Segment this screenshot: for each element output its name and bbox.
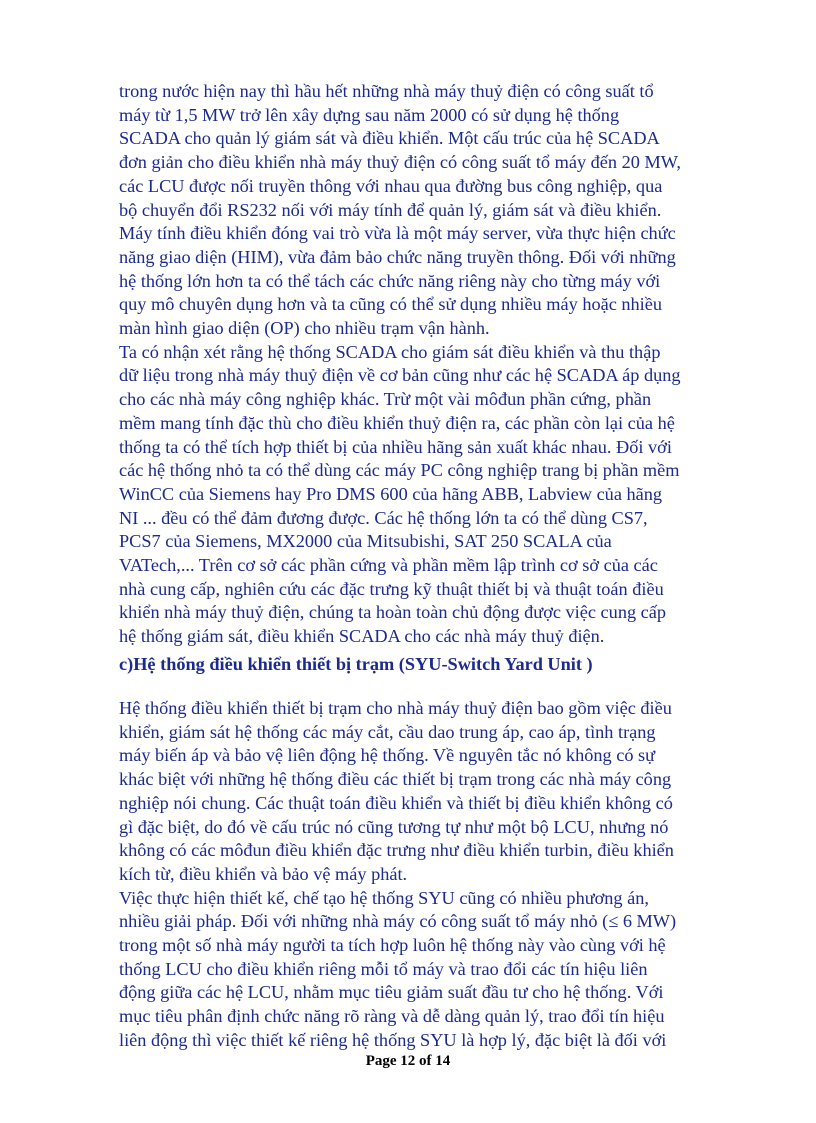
text-line: khiển nhà máy thuỷ điện, chúng ta hoàn toàn chủ động được việc cung cấp xyxy=(119,602,667,623)
text-line: thống ta có thể tích hợp thiết bị của nhiều hãng sản xuất khác nhau. Đối với xyxy=(119,436,672,457)
text-line: NI ... đều có thể đảm đương được. Các hệ thống lớn ta có thể dùng CS7, xyxy=(119,507,648,528)
text-line: bộ chuyển đổi RS232 nối với máy tính để quản lý, giám sát và điều khiển. xyxy=(119,199,662,220)
text-line: gì đặc biệt, do đó về cấu trúc nó cũng tương tự như một bộ LCU, nhưng nó xyxy=(119,816,669,837)
text-line: nhà cung cấp, nghiên cứu các đặc trưng kỹ thuật thiết bị và thuật toán điều xyxy=(119,578,664,599)
text-line: kích từ, điều khiển và bảo vệ máy phát. xyxy=(119,863,408,884)
text-line: không có các môđun điều khiển đặc trưng như điều khiển turbin, điều khiển xyxy=(119,840,674,861)
text-line: SCADA cho quản lý giám sát và điều khiển. Một cấu trúc của hệ SCADA xyxy=(119,128,660,149)
text-line: mềm mang tính đặc thù cho điều khiển thuỷ điện ra, các phần còn lại của hệ xyxy=(119,412,675,433)
text-line: năng giao diện (HIM), vừa đảm bảo chức năng truyền thông. Đối với những xyxy=(119,246,676,267)
text-line: Hệ thống điều khiển thiết bị trạm cho nhà máy thuỷ điện bao gồm việc điều xyxy=(119,698,672,718)
text-line: dữ liệu trong nhà máy thuỷ điện về cơ bản cũng như các hệ SCADA áp dụng xyxy=(119,365,681,386)
text-line: quy mô chuyên dụng hơn và ta cũng có thể sử dụng nhiều máy hoặc nhiều xyxy=(119,294,663,315)
text-line: Máy tính điều khiển đóng vai trò vừa là một máy server, vừa thực hiện chức xyxy=(119,223,676,244)
text-line: PCS7 của Siemens, MX2000 của Mitsubishi, SAT 250 SCALA của xyxy=(119,531,612,552)
text-line: nghiệp nói chung. Các thuật toán điều khiển và thiết bị điều khiển không có xyxy=(119,792,673,813)
text-line: trong nước hiện nay thì hầu hết những nhà máy thuỷ điện có công suất tổ xyxy=(119,81,654,101)
text-line: máy từ 1,5 MW trở lên xây dựng sau năm 2000 có sử dụng hệ thống xyxy=(119,104,620,125)
text-line: đơn giản cho điều khiển nhà máy thuỷ điện có công suất tổ máy đến 20 MW, xyxy=(119,152,681,173)
text-line: máy biến áp và bảo vệ liên động hệ thống. Về nguyên tắc nó không có sự xyxy=(119,745,656,766)
text-line: VATech,... Trên cơ sở các phần cứng và phần mềm lập trình cơ sở của các xyxy=(119,555,658,576)
text-line: thống LCU cho điều khiển riêng mỗi tổ máy và trao đổi các tín hiệu liên xyxy=(119,958,648,979)
text-line: Ta có nhận xét rằng hệ thống SCADA cho giám sát điều khiển và thu thập xyxy=(119,341,661,362)
body-paragraph-2 xyxy=(119,697,699,1053)
text-line: hệ thống lớn hơn ta có thể tách các chức năng riêng này cho từng máy với xyxy=(119,270,661,291)
text-line: các LCU được nối truyền thông với nhau qua đường bus công nghiệp, qua xyxy=(119,175,663,196)
text-line: liên động thì việc thiết kế riêng hệ thống SYU là hợp lý, đặc biệt là đối với xyxy=(119,1029,667,1050)
text-line: WinCC của Siemens hay Pro DMS 600 của hãng ABB, Labview của hãng xyxy=(119,483,663,504)
text-line: cho các nhà máy công nghiệp khác. Trừ một vài môđun phần cứng, phần xyxy=(119,389,652,410)
text-line: khiển, giám sát hệ thống các máy cắt, cầu dao trung áp, cao áp, tình trạng xyxy=(119,721,656,742)
text-line: động giữa các hệ LCU, nhằm mục tiêu giảm suất đầu tư cho hệ thống. Với xyxy=(119,982,664,1003)
page-number-footer: Page 12 of 14 xyxy=(365,1053,451,1069)
text-line: khác biệt với những hệ thống điều các thiết bị trạm trong các nhà máy công xyxy=(119,769,672,790)
text-line: màn hình giao diện (OP) cho nhiều trạm vận hành. xyxy=(119,318,490,339)
text-line: hệ thống giám sát, điều khiển SCADA cho các nhà máy thuỷ điện. xyxy=(119,626,605,647)
text-line: nhiều giải pháp. Đối với những nhà máy có công suất tổ máy nhỏ (≤ 6 MW) xyxy=(119,911,677,932)
text-line: trong một số nhà máy người ta tích hợp luôn hệ thống này vào cùng với hệ xyxy=(119,935,666,956)
body-paragraph-1 xyxy=(119,80,699,649)
section-heading: c)Hệ thống điều khiển thiết bị trạm (SYU-Switch Yard Unit ) xyxy=(119,654,593,674)
text-line: Việc thực hiện thiết kế, chế tạo hệ thống SYU cũng có nhiều phương án, xyxy=(119,887,649,908)
text-line: mục tiêu phân định chức năng rõ ràng và dễ dàng quản lý, trao đổi tín hiệu xyxy=(119,1006,665,1027)
text-line: các hệ thống nhỏ ta có thể dùng các máy PC công nghiệp trang bị phần mềm xyxy=(119,460,680,481)
